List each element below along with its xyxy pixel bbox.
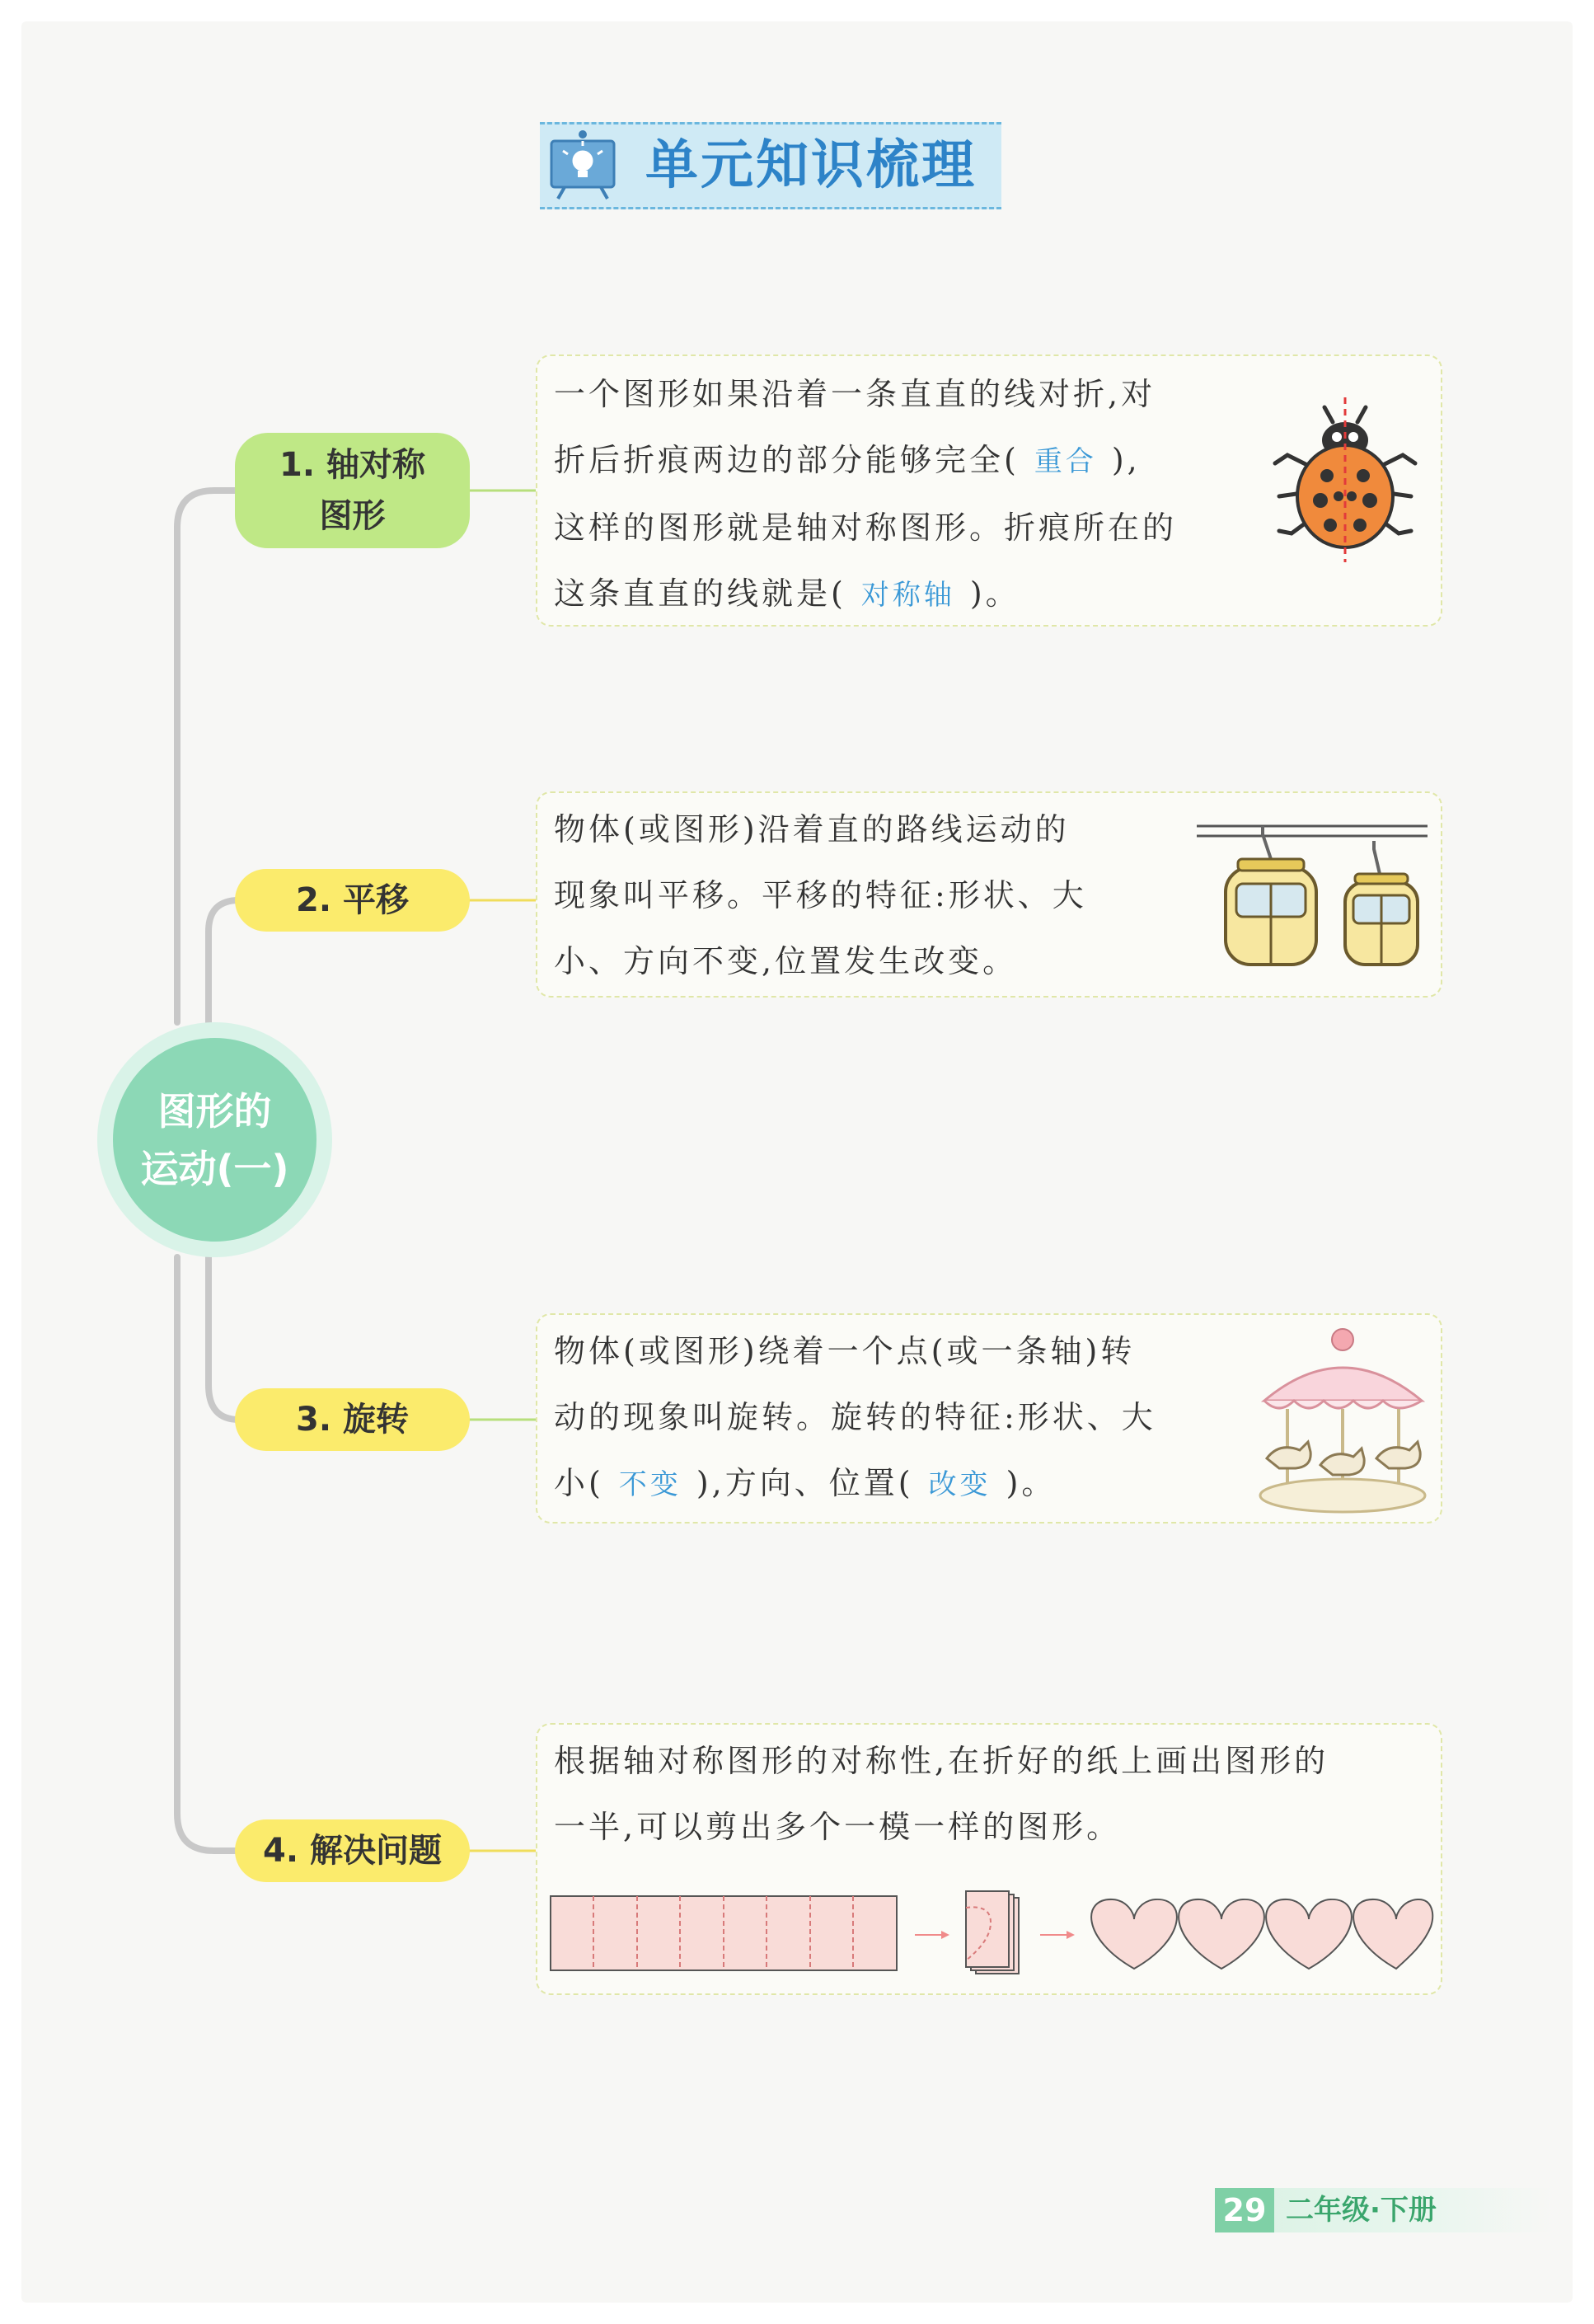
text-line: 物体(或图形)绕着一个点(或一条轴)转	[554, 1333, 1136, 1369]
answer-fill: 不变	[618, 1468, 682, 1501]
content-text	[554, 361, 1177, 628]
text-line: 现象叫平移。平移的特征:形状、大	[554, 877, 1087, 913]
topic-pill-problem-solving: 4. 解决问题	[235, 1819, 470, 1882]
content-text	[554, 1728, 1329, 1860]
topic-pill-translation: 2. 平移	[235, 869, 470, 932]
topic-pill-rotation: 3. 旋转	[235, 1388, 470, 1451]
content-text	[554, 1318, 1156, 1518]
text-line: 动的现象叫旋转。旋转的特征:形状、大	[554, 1399, 1156, 1435]
grade-label: 二年级·下册	[1286, 2194, 1437, 2227]
text-line: 小( 不变 ),方向、位置( 改变 )。	[554, 1465, 1057, 1501]
cable-car-icon	[1197, 810, 1428, 983]
text-line: 这样的图形就是轴对称图形。折痕所在的	[554, 509, 1178, 546]
page-number: 29	[1215, 2188, 1274, 2232]
content-box-rotation	[536, 1313, 1442, 1524]
text-line: 根据轴对称图形的对称性,在折好的纸上画出图形的	[554, 1743, 1329, 1779]
text-line: 一半,可以剪出多个一模一样的图形。	[554, 1809, 1122, 1845]
text-line: 一个图形如果沿着一条直直的线对折,对	[554, 376, 1156, 412]
text-line: 折后折痕两边的部分能够完全( 重合 ),	[554, 442, 1141, 478]
answer-fill: 对称轴	[860, 579, 955, 612]
answer-fill: 重合	[1034, 445, 1097, 478]
text-line: 小、方向不变,位置发生改变。	[554, 943, 1018, 979]
text-line: 这条直直的线就是( 对称轴 )。	[554, 575, 1020, 612]
topic-pill-axial-symmetry: 1. 轴对称 图形	[235, 433, 470, 548]
page-title: 单元知识梳理	[645, 135, 977, 196]
content-box-axial-symmetry	[536, 354, 1442, 627]
text-line: 物体(或图形)沿着直的路线运动的	[554, 811, 1070, 847]
center-node-label: 图形的 运动(一)	[140, 1088, 289, 1191]
content-box-problem-solving	[536, 1723, 1442, 1995]
content-text	[554, 796, 1087, 994]
answer-fill: 改变	[928, 1468, 992, 1501]
carousel-icon	[1254, 1326, 1432, 1516]
ladybug-icon	[1263, 397, 1428, 562]
folded-paper-hearts-icon	[546, 1890, 1436, 1980]
page-footer	[1215, 2188, 1553, 2232]
content-box-translation	[536, 791, 1442, 998]
center-node	[113, 1038, 316, 1242]
